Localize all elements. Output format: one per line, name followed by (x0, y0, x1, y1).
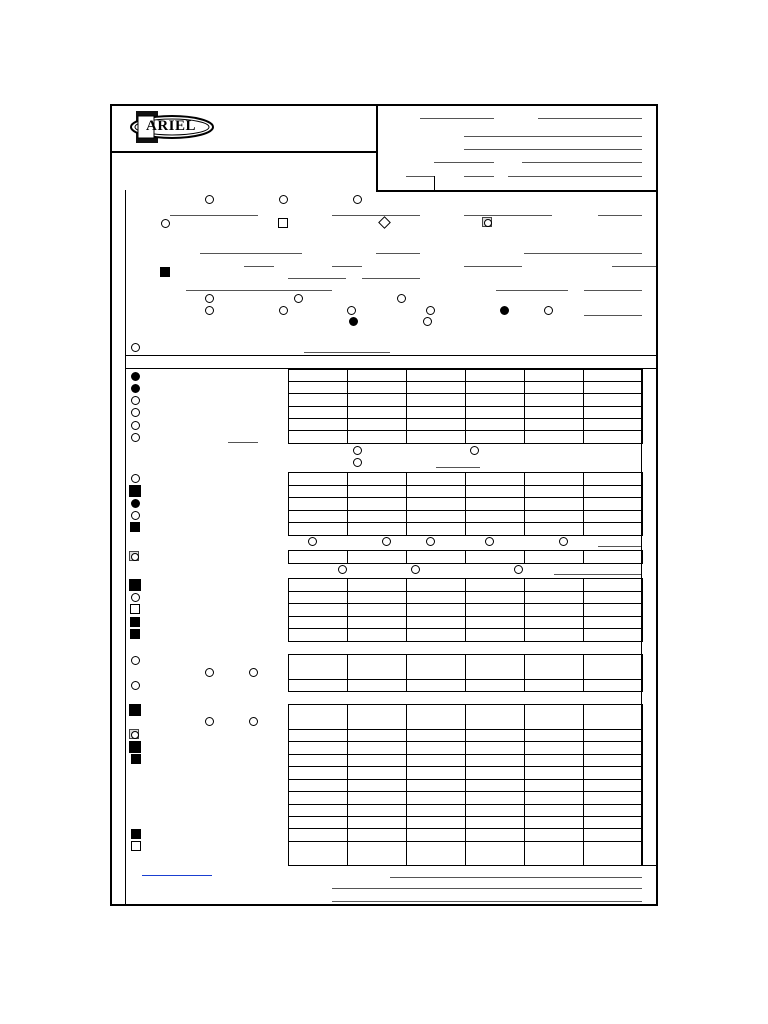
grid-cell[interactable] (406, 522, 466, 536)
logo-box-bottom (110, 151, 377, 153)
grid-cell[interactable] (583, 550, 643, 564)
field-blank[interactable] (170, 215, 258, 216)
grid-cell[interactable] (406, 704, 466, 730)
radio-option[interactable] (279, 306, 288, 315)
grid-cell[interactable] (465, 497, 525, 511)
grid-cell[interactable] (465, 393, 525, 407)
grid-cell[interactable] (288, 654, 348, 680)
row-marker-square[interactable] (129, 741, 141, 753)
row-marker-square[interactable] (129, 704, 141, 716)
grid-cell[interactable] (288, 679, 348, 692)
grid-cell[interactable] (406, 603, 466, 617)
grid-cell[interactable] (465, 704, 525, 730)
grid-cell[interactable] (465, 841, 525, 866)
radio-option[interactable] (544, 306, 553, 315)
row-marker[interactable] (131, 511, 140, 520)
grid-cell[interactable] (524, 393, 584, 407)
radio-option[interactable] (205, 306, 214, 315)
footer-link[interactable] (142, 875, 212, 876)
grid-cell[interactable] (524, 791, 584, 805)
grid-cell[interactable] (288, 393, 348, 407)
grid-cell[interactable] (465, 603, 525, 617)
grid-cell[interactable] (288, 704, 348, 730)
grid-cell[interactable] (406, 578, 466, 592)
row-marker-square[interactable] (130, 617, 140, 627)
grid-cell[interactable] (288, 497, 348, 511)
grid-bottom-border (288, 865, 658, 866)
field-blank[interactable] (464, 266, 522, 267)
radio-option[interactable] (205, 668, 214, 677)
row-marker[interactable] (131, 408, 140, 417)
grid-cell[interactable] (465, 654, 525, 680)
row-marker-ringed[interactable] (129, 729, 139, 739)
grid-cell[interactable] (465, 522, 525, 536)
grid-cell[interactable] (347, 704, 407, 730)
logo-text: ARIEL (146, 118, 197, 134)
grid-cell[interactable] (583, 766, 643, 780)
grid-cell[interactable] (406, 791, 466, 805)
row-marker-square[interactable] (130, 522, 140, 532)
field-blank[interactable] (244, 266, 274, 267)
grid-cell[interactable] (406, 550, 466, 564)
grid-cell[interactable] (406, 841, 466, 866)
grid-cell[interactable] (465, 578, 525, 592)
grid-cell[interactable] (288, 603, 348, 617)
grid-cell[interactable] (583, 430, 643, 444)
grid-cell[interactable] (465, 679, 525, 692)
grid-cell[interactable] (347, 497, 407, 511)
grid-cell[interactable] (347, 472, 407, 486)
grid-cell[interactable] (583, 497, 643, 511)
grid-cell[interactable] (524, 430, 584, 444)
grid-cell[interactable] (465, 430, 525, 444)
grid-cell[interactable] (583, 841, 643, 866)
grid-cell[interactable] (583, 704, 643, 730)
grid-cell[interactable] (583, 741, 643, 755)
header-field-8[interactable] (464, 176, 494, 177)
field-blank[interactable] (332, 266, 362, 267)
radio-option[interactable] (485, 537, 494, 546)
radio-option[interactable] (205, 717, 214, 726)
grid-cell[interactable] (465, 741, 525, 755)
grid-right-border (641, 368, 642, 866)
grid-cell[interactable] (406, 393, 466, 407)
grid-cell[interactable] (347, 841, 407, 866)
grid-cell[interactable] (406, 741, 466, 755)
grid-cell[interactable] (583, 522, 643, 536)
grid-cell[interactable] (406, 472, 466, 486)
radio-option[interactable] (338, 565, 347, 574)
grid-cell[interactable] (347, 578, 407, 592)
grid-cell[interactable] (288, 550, 348, 564)
grid-cell[interactable] (406, 828, 466, 842)
radio-option[interactable] (423, 317, 432, 326)
radio-option[interactable] (470, 446, 479, 455)
radio-option[interactable] (131, 343, 140, 352)
grid-cell[interactable] (347, 628, 407, 642)
field-blank[interactable] (304, 352, 390, 353)
grid-cell[interactable] (406, 628, 466, 642)
radio-option-selected[interactable] (500, 306, 509, 315)
row-marker-filled[interactable] (131, 372, 140, 381)
field-blank[interactable] (612, 266, 656, 267)
radio-option[interactable] (426, 537, 435, 546)
grid-cell[interactable] (583, 393, 643, 407)
radio-option[interactable] (382, 537, 391, 546)
field-blank[interactable] (288, 278, 346, 279)
radio-option[interactable] (559, 537, 568, 546)
grid-cell[interactable] (524, 654, 584, 680)
field-blank[interactable] (524, 253, 642, 254)
radio-option[interactable] (249, 717, 258, 726)
grid-cell[interactable] (288, 628, 348, 642)
field-blank[interactable] (332, 215, 420, 216)
grid-cell[interactable] (524, 628, 584, 642)
field-blank[interactable] (186, 290, 332, 291)
radio-option[interactable] (353, 446, 362, 455)
grid-cell[interactable] (288, 430, 348, 444)
header-field-9[interactable] (508, 176, 642, 177)
grid-cell[interactable] (288, 841, 348, 866)
row-marker-empty[interactable] (130, 604, 140, 614)
radio-option[interactable] (347, 306, 356, 315)
radio-option[interactable] (161, 219, 170, 228)
section-divider-1 (125, 355, 658, 356)
field-blank[interactable] (200, 253, 302, 254)
grid-cell[interactable] (288, 828, 348, 842)
field-blank[interactable] (362, 278, 420, 279)
ariel-logo (128, 110, 214, 144)
header-field-5[interactable] (434, 162, 494, 163)
grid-cell[interactable] (347, 522, 407, 536)
grid-cell[interactable] (465, 828, 525, 842)
radio-option[interactable] (411, 565, 420, 574)
field-blank[interactable] (598, 546, 642, 547)
row-marker-square[interactable] (130, 629, 140, 639)
grid-cell[interactable] (347, 679, 407, 692)
row-marker[interactable] (131, 474, 140, 483)
row-marker-empty[interactable] (131, 841, 141, 851)
grid-cell[interactable] (347, 393, 407, 407)
row-marker-square[interactable] (129, 579, 141, 591)
grid-cell[interactable] (288, 741, 348, 755)
inner-left-border (125, 190, 126, 905)
grid-cell[interactable] (288, 766, 348, 780)
radio-option[interactable] (514, 565, 523, 574)
header-field-4[interactable] (464, 149, 642, 150)
grid-cell[interactable] (524, 497, 584, 511)
grid-cell[interactable] (465, 472, 525, 486)
grid-cell[interactable] (465, 628, 525, 642)
grid-cell[interactable] (583, 679, 643, 692)
grid-cell[interactable] (347, 430, 407, 444)
row-marker[interactable] (131, 656, 140, 665)
row-marker-square[interactable] (129, 485, 141, 497)
grid-cell[interactable] (406, 497, 466, 511)
grid-cell[interactable] (406, 679, 466, 692)
header-field-7[interactable] (406, 176, 434, 177)
header-divider (376, 104, 378, 192)
field-blank[interactable] (598, 215, 642, 216)
row-marker-filled[interactable] (131, 499, 140, 508)
grid-cell[interactable] (524, 766, 584, 780)
grid-cell[interactable] (524, 741, 584, 755)
grid-cell[interactable] (288, 522, 348, 536)
grid-cell[interactable] (288, 578, 348, 592)
grid-cell[interactable] (524, 522, 584, 536)
field-blank[interactable] (554, 574, 642, 575)
checkbox[interactable] (278, 218, 288, 228)
grid-cell[interactable] (465, 550, 525, 564)
grid-cell[interactable] (524, 704, 584, 730)
grid-cell[interactable] (583, 628, 643, 642)
checkbox-ringed[interactable] (482, 217, 492, 227)
radio-option[interactable] (205, 294, 214, 303)
footer-field-2[interactable] (332, 888, 642, 889)
radio-option[interactable] (397, 294, 406, 303)
grid-cell[interactable] (347, 741, 407, 755)
radio-option[interactable] (308, 537, 317, 546)
checkbox-checked[interactable] (160, 267, 170, 277)
grid-cell[interactable] (347, 828, 407, 842)
grid-cell[interactable] (347, 654, 407, 680)
grid-cell[interactable] (288, 472, 348, 486)
row-marker[interactable] (131, 396, 140, 405)
radio-option[interactable] (353, 458, 362, 467)
row-marker-square[interactable] (131, 829, 141, 839)
grid-cell[interactable] (583, 578, 643, 592)
grid-cell[interactable] (524, 472, 584, 486)
grid-cell[interactable] (524, 603, 584, 617)
grid-cell[interactable] (347, 603, 407, 617)
field-blank[interactable] (376, 253, 420, 254)
field-blank[interactable] (584, 315, 642, 316)
radio-option-selected[interactable] (349, 317, 358, 326)
header-field-1[interactable] (420, 118, 494, 119)
grid-cell[interactable] (465, 766, 525, 780)
row-marker[interactable] (131, 593, 140, 602)
grid-cell[interactable] (583, 791, 643, 805)
grid-cell[interactable] (524, 679, 584, 692)
footer-field-3[interactable] (332, 901, 642, 902)
grid-cell[interactable] (465, 791, 525, 805)
grid-cell[interactable] (583, 654, 643, 680)
grid-cell[interactable] (524, 841, 584, 866)
field-blank[interactable] (584, 290, 642, 291)
grid-cell[interactable] (347, 550, 407, 564)
footer-field-1[interactable] (390, 877, 642, 878)
row-marker[interactable] (131, 421, 140, 430)
row-marker-ringed[interactable] (129, 551, 139, 561)
row-marker[interactable] (131, 681, 140, 690)
field-blank[interactable] (228, 442, 258, 443)
grid-cell[interactable] (583, 828, 643, 842)
field-blank[interactable] (464, 215, 552, 216)
row-marker-square[interactable] (131, 754, 141, 764)
header-field-6[interactable] (522, 162, 642, 163)
radio-option[interactable] (426, 306, 435, 315)
row-marker-filled[interactable] (131, 384, 140, 393)
grid-cell[interactable] (524, 578, 584, 592)
radio-option[interactable] (279, 195, 288, 204)
grid-cell[interactable] (583, 603, 643, 617)
row-marker[interactable] (131, 433, 140, 442)
header-tick (434, 176, 435, 190)
grid-cell[interactable] (583, 472, 643, 486)
radio-option[interactable] (294, 294, 303, 303)
grid-cell[interactable] (524, 828, 584, 842)
grid-cell[interactable] (406, 430, 466, 444)
radio-option[interactable] (353, 195, 362, 204)
radio-option[interactable] (249, 668, 258, 677)
field-blank[interactable] (496, 290, 568, 291)
grid-cell[interactable] (406, 766, 466, 780)
grid-cell[interactable] (406, 654, 466, 680)
grid-cell[interactable] (524, 550, 584, 564)
grid-cell[interactable] (347, 766, 407, 780)
header-field-3[interactable] (464, 136, 642, 137)
header-box-bottom (376, 190, 658, 192)
field-blank[interactable] (436, 467, 480, 468)
header-field-2[interactable] (538, 118, 642, 119)
grid-cell[interactable] (347, 791, 407, 805)
radio-option[interactable] (205, 195, 214, 204)
grid-cell[interactable] (288, 791, 348, 805)
